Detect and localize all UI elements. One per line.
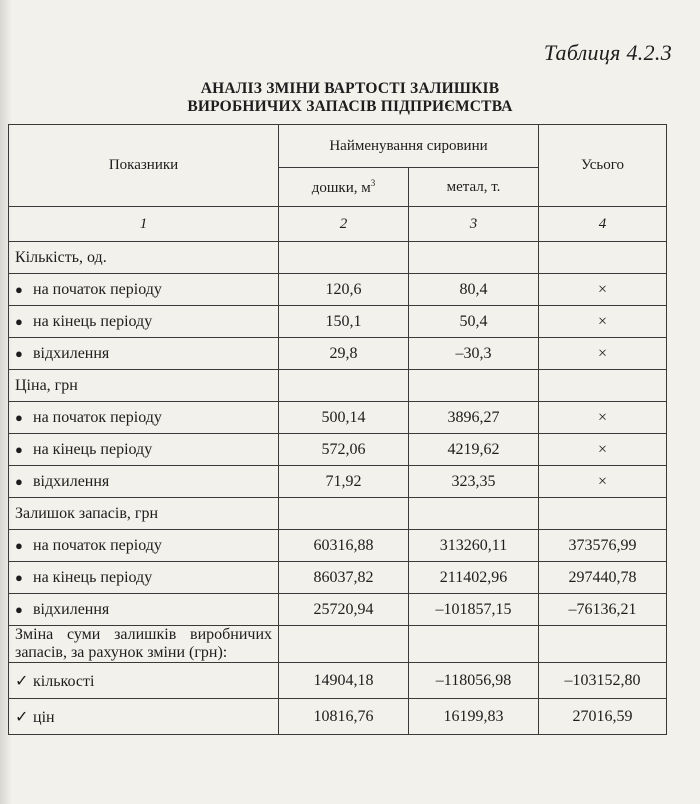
row-label: на початок періоду — [33, 280, 162, 298]
cell-total: × — [539, 306, 667, 338]
cell-total: × — [539, 402, 667, 434]
cell-total: 27016,59 — [539, 699, 667, 735]
cell-total: –103152,80 — [539, 663, 667, 699]
title-line-1: АНАЛІЗ ЗМІНИ ВАРТОСТІ ЗАЛИШКІВ — [200, 80, 500, 97]
cell-metal: 50,4 — [409, 306, 539, 338]
section-title-price: Ціна, грн — [9, 370, 279, 402]
table-row — [9, 594, 667, 626]
cell-boards: 150,1 — [279, 306, 409, 338]
bullet-icon: ● — [15, 473, 23, 489]
cell-boards: 71,92 — [279, 466, 409, 498]
section-row-price — [9, 370, 667, 402]
cell-boards: 14904,18 — [279, 663, 409, 699]
section-title-quantity: Кількість, од. — [9, 242, 279, 274]
table-row — [9, 338, 667, 370]
cell-boards: 572,06 — [279, 434, 409, 466]
row-label: на кінець періоду — [33, 312, 153, 330]
cell-metal: –118056,98 — [409, 663, 539, 699]
table-row — [9, 466, 667, 498]
row-label: на початок періоду — [33, 536, 162, 554]
bullet-icon: ● — [15, 441, 23, 457]
table-row — [9, 402, 667, 434]
cell-metal: 211402,96 — [409, 562, 539, 594]
bullet-icon: ● — [15, 281, 23, 297]
bullet-icon: ● — [15, 537, 23, 553]
section-row-change — [9, 626, 667, 663]
column-numbers-row — [9, 207, 667, 242]
bullet-icon: ● — [15, 569, 23, 585]
cell-metal: 16199,83 — [409, 699, 539, 735]
row-label: цін — [33, 708, 55, 726]
header-indicators: Показники — [9, 125, 279, 207]
cell-total: 297440,78 — [539, 562, 667, 594]
row-label: кількості — [33, 672, 95, 690]
cell-metal: –30,3 — [409, 338, 539, 370]
cell-metal: 323,35 — [409, 466, 539, 498]
bullet-icon: ● — [15, 601, 23, 617]
table-title — [0, 80, 700, 116]
table-row — [9, 434, 667, 466]
cell-boards: 10816,76 — [279, 699, 409, 735]
cell-metal: 80,4 — [409, 274, 539, 306]
row-label: відхилення — [33, 472, 110, 490]
cell-total: × — [539, 466, 667, 498]
checkmark-icon: ✓ — [15, 672, 29, 690]
cell-total: × — [539, 338, 667, 370]
header-total: Усього — [539, 125, 667, 207]
row-label: на кінець періоду — [33, 440, 153, 458]
cell-total: × — [539, 434, 667, 466]
cell-boards: 500,14 — [279, 402, 409, 434]
bullet-icon: ● — [15, 313, 23, 329]
column-number-2: 2 — [279, 207, 409, 242]
table-row — [9, 663, 667, 699]
cell-metal: 4219,62 — [409, 434, 539, 466]
cell-metal: 313260,11 — [409, 530, 539, 562]
cell-total: × — [539, 274, 667, 306]
section-row-quantity — [9, 242, 667, 274]
column-number-3: 3 — [409, 207, 539, 242]
stock-analysis-table — [8, 124, 667, 735]
table-row — [9, 274, 667, 306]
cell-boards: 86037,82 — [279, 562, 409, 594]
row-label: на початок періоду — [33, 408, 162, 426]
bullet-icon: ● — [15, 345, 23, 361]
row-label: відхилення — [33, 344, 110, 362]
cell-metal: –101857,15 — [409, 594, 539, 626]
table-row — [9, 562, 667, 594]
cell-metal: 3896,27 — [409, 402, 539, 434]
cell-boards: 29,8 — [279, 338, 409, 370]
table-row — [9, 699, 667, 735]
header-boards-sup: 3 — [370, 177, 376, 188]
column-number-4: 4 — [539, 207, 667, 242]
row-label: на кінець періоду — [33, 568, 153, 586]
cell-total: –76136,21 — [539, 594, 667, 626]
cell-total: 373576,99 — [539, 530, 667, 562]
column-number-1: 1 — [9, 207, 279, 242]
table-number: Таблиця 4.2.3 — [543, 40, 672, 65]
section-row-stock — [9, 498, 667, 530]
title-line-2: ВИРОБНИЧИХ ЗАПАСІВ ПІДПРИЄМСТВА — [187, 98, 513, 115]
cell-boards: 120,6 — [279, 274, 409, 306]
row-label: відхилення — [33, 600, 110, 618]
header-metal: метал, т. — [409, 168, 539, 207]
section-title-change: Зміна суми залишків виробничих запасів, за рахунок зміни (грн): — [9, 626, 279, 663]
bullet-icon: ● — [15, 409, 23, 425]
header-material-name: Найменування сировини — [279, 125, 539, 168]
header-boards — [279, 168, 409, 207]
checkmark-icon: ✓ — [15, 708, 29, 726]
section-title-stock: Залишок запасів, грн — [9, 498, 279, 530]
cell-boards: 25720,94 — [279, 594, 409, 626]
table-row — [9, 306, 667, 338]
header-boards-label: дошки, м — [311, 179, 371, 196]
cell-boards: 60316,88 — [279, 530, 409, 562]
table-row — [9, 530, 667, 562]
